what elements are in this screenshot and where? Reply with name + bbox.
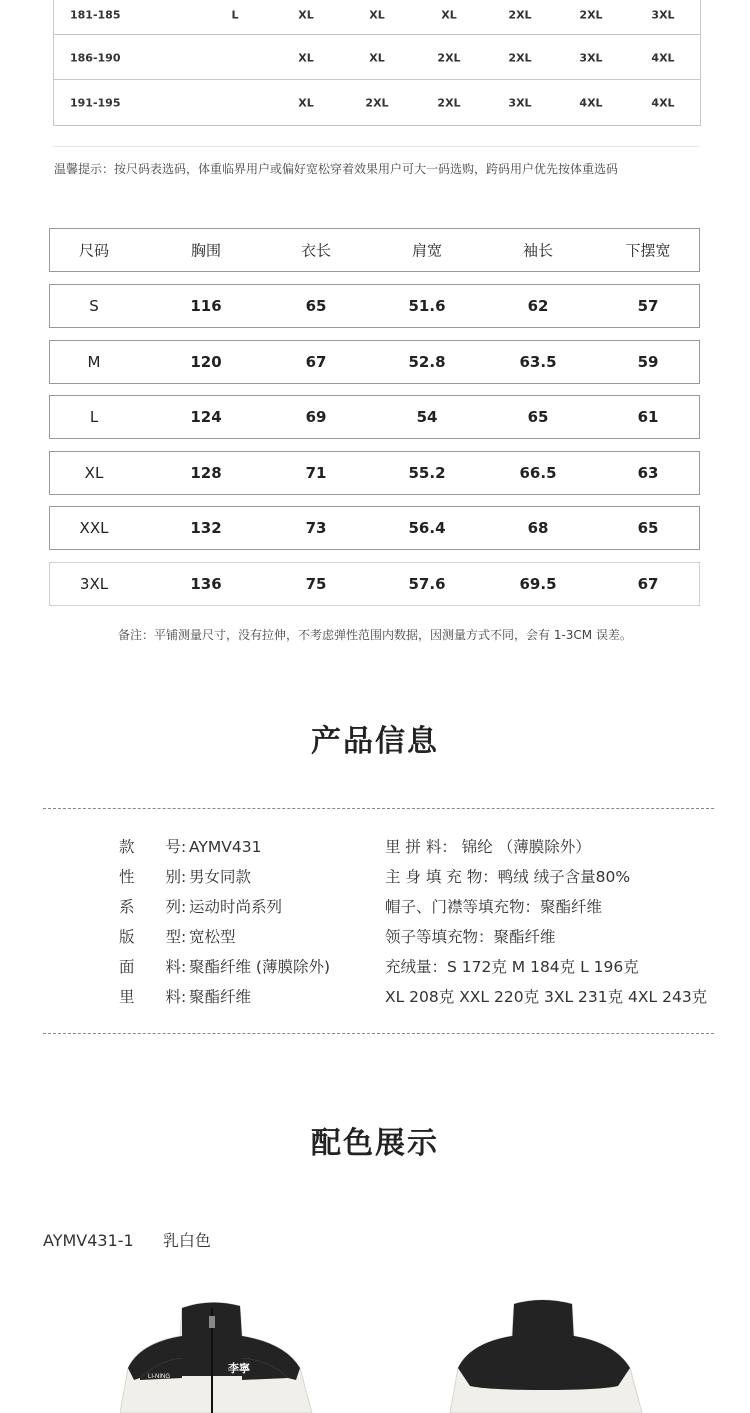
jacket-front-image <box>120 1298 340 1413</box>
size-cell: 4XL <box>579 96 603 109</box>
info-item: 充绒量：S 172克 M 184克 L 196克 <box>385 958 639 976</box>
divider <box>43 808 714 809</box>
table-cell: 63 <box>637 464 659 482</box>
table-cell: XL <box>84 464 104 482</box>
table-cell: 62 <box>527 297 549 315</box>
table-cell: 61 <box>637 408 659 426</box>
height-weight-table <box>53 0 701 126</box>
info-item <box>119 895 282 917</box>
info-label: 款 号: <box>119 838 187 856</box>
table-row <box>54 34 700 80</box>
size-table-header <box>49 228 700 272</box>
header-cell: 胸围 <box>190 241 222 260</box>
logo-chinese: 李寧 <box>228 1362 250 1375</box>
header-cell: 衣长 <box>300 241 332 260</box>
size-cell: 2XL <box>437 51 461 64</box>
size-cell: 2XL <box>437 96 461 109</box>
table-cell: 136 <box>190 575 222 593</box>
table-cell: 69 <box>305 408 327 426</box>
size-cell: 3XL <box>651 8 675 21</box>
table-cell: 59 <box>637 353 659 371</box>
info-label: 面 料: <box>119 958 187 976</box>
info-item <box>119 925 236 947</box>
table-row <box>49 562 700 606</box>
table-cell: 57.6 <box>408 575 446 593</box>
table-cell: 63.5 <box>519 353 557 371</box>
table-cell: 67 <box>637 575 659 593</box>
height-cell: 186-190 <box>70 51 121 64</box>
table-cell: 65 <box>637 519 659 537</box>
info-label: 系 列: <box>119 898 187 916</box>
measurement-note: 备注：平铺测量尺寸，没有拉伸，不考虑弹性范围内数据，因测量方式不同，会有 1-3CM 误差。 <box>118 628 632 642</box>
size-cell: XL <box>441 8 457 21</box>
table-cell: L <box>89 408 99 426</box>
header-cell: 下摆宽 <box>625 241 671 260</box>
size-cell: 3XL <box>579 51 603 64</box>
logo-text: LI-NING <box>148 1374 171 1380</box>
table-cell: 51.6 <box>408 297 446 315</box>
height-cell: 191-195 <box>70 96 121 109</box>
table-cell: XXL <box>79 519 109 537</box>
table-row <box>54 79 700 125</box>
info-value: AYMV431 <box>189 838 262 856</box>
info-label: 性 别: <box>119 868 187 886</box>
table-cell: 57 <box>637 297 659 315</box>
table-cell: 3XL <box>79 575 109 593</box>
size-cell: XL <box>298 8 314 21</box>
info-value: 宽松型 <box>189 928 236 946</box>
divider <box>43 1033 714 1034</box>
table-cell: 65 <box>305 297 327 315</box>
color-code: AYMV431-1 <box>43 1231 134 1250</box>
table-cell: 124 <box>190 408 222 426</box>
info-item: 里 拼 料： 锦纶 （薄膜除外） <box>385 838 591 856</box>
size-cell: XL <box>298 96 314 109</box>
table-cell: 65 <box>527 408 549 426</box>
size-cell: L <box>231 8 239 21</box>
header-cell: 肩宽 <box>411 241 443 260</box>
color-name: 乳白色 <box>162 1231 211 1250</box>
table-row <box>49 395 700 439</box>
table-cell: 120 <box>190 353 222 371</box>
table-cell: 69.5 <box>519 575 557 593</box>
table-cell: 132 <box>190 519 222 537</box>
table-cell: 54 <box>416 408 438 426</box>
table-cell: 52.8 <box>408 353 446 371</box>
table-cell: 116 <box>190 297 222 315</box>
product-info-title: 产品信息 <box>311 724 439 759</box>
info-label: 里 料: <box>119 988 187 1006</box>
size-cell: 4XL <box>651 51 675 64</box>
size-cell: 2XL <box>508 8 532 21</box>
table-row <box>49 506 700 550</box>
table-cell: M <box>87 353 101 371</box>
header-cell: 尺码 <box>78 241 110 260</box>
info-item: 领子等填充物：聚酯纤维 <box>385 928 556 946</box>
size-tip: 温馨提示：按尺码表选码，体重临界用户或偏好宽松穿着效果用户可大一码选购，跨码用户优先按体重选码 <box>54 162 619 176</box>
info-item: 帽子、门襟等填充物：聚酯纤维 <box>385 898 603 916</box>
info-item <box>119 865 251 887</box>
table-cell: 73 <box>305 519 327 537</box>
table-cell: 66.5 <box>519 464 557 482</box>
table-row <box>54 0 700 34</box>
table-row <box>49 340 700 384</box>
color-display-title: 配色展示 <box>311 1126 439 1161</box>
size-cell: XL <box>298 51 314 64</box>
table-cell: 75 <box>305 575 327 593</box>
size-cell: 3XL <box>508 96 532 109</box>
table-cell: S <box>89 297 99 315</box>
info-item <box>119 985 251 1007</box>
info-item <box>119 955 330 977</box>
info-item: XL 208克 XXL 220克 3XL 231克 4XL 243克 <box>385 988 708 1006</box>
table-cell: 55.2 <box>408 464 446 482</box>
info-item: 主 身 填 充 物：鸭绒 绒子含量80% <box>385 868 631 886</box>
info-label: 版 型: <box>119 928 187 946</box>
height-cell: 181-185 <box>70 8 121 21</box>
info-value: 聚酯纤维 (薄膜除外) <box>189 958 331 976</box>
table-row <box>49 284 700 328</box>
header-cell: 袖长 <box>522 241 554 260</box>
table-cell: 67 <box>305 353 327 371</box>
table-cell: 56.4 <box>408 519 446 537</box>
jacket-back-image <box>440 1298 660 1413</box>
table-cell: 68 <box>527 519 549 537</box>
divider <box>53 146 699 147</box>
size-cell: XL <box>369 8 385 21</box>
size-cell: 4XL <box>651 96 675 109</box>
table-cell: 71 <box>305 464 327 482</box>
size-cell: 2XL <box>365 96 389 109</box>
info-value: 运动时尚系列 <box>189 898 283 916</box>
table-row <box>49 451 700 495</box>
size-cell: XL <box>369 51 385 64</box>
info-value: 男女同款 <box>189 868 252 886</box>
info-value: 聚酯纤维 <box>189 988 252 1006</box>
color-code-line <box>43 1228 211 1251</box>
size-cell: 2XL <box>508 51 532 64</box>
size-cell: 2XL <box>579 8 603 21</box>
info-item <box>119 835 261 857</box>
table-cell: 128 <box>190 464 222 482</box>
